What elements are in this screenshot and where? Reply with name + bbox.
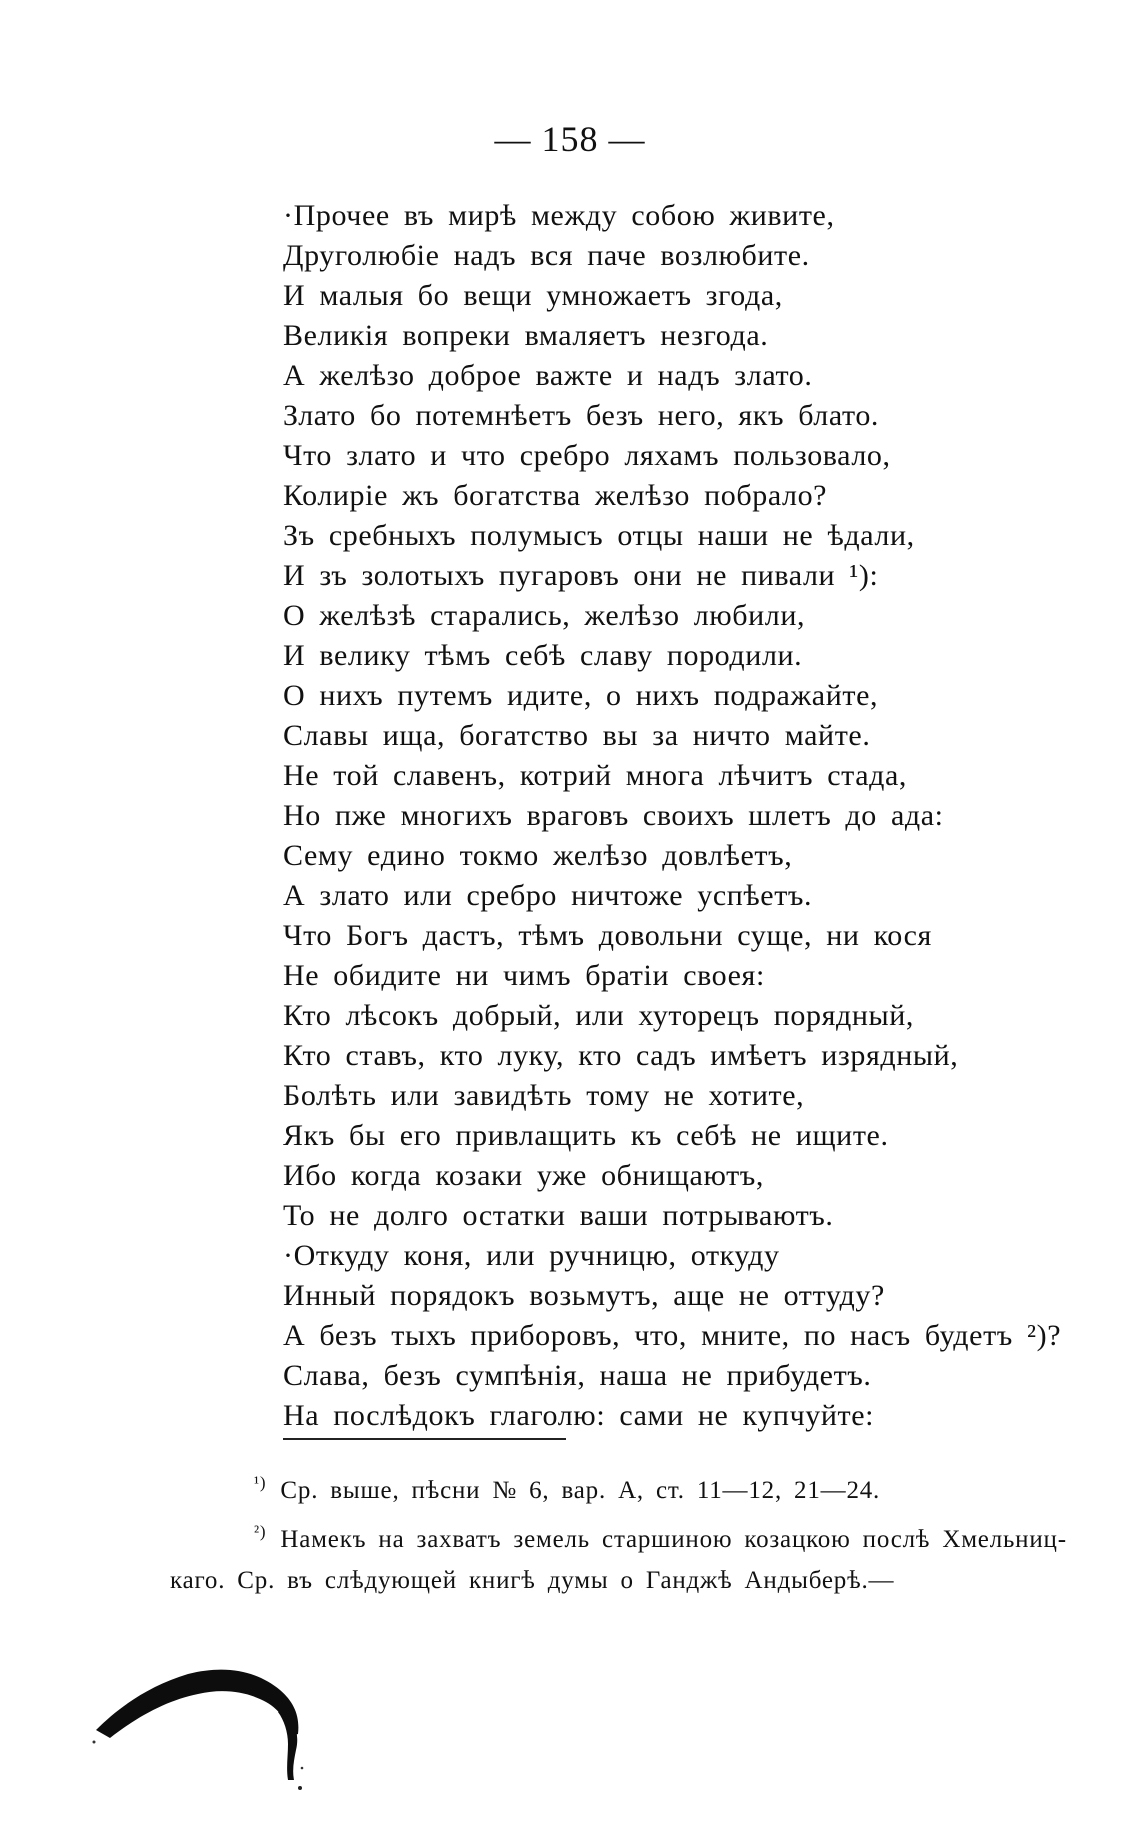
footnote-divider <box>283 1438 566 1440</box>
footnote-2-continuation: каго. Ср. въ слѣдующей книгѣ думы о Ганджѣ Андыберѣ.— <box>170 1567 895 1594</box>
verse-line: Что Богъ дастъ, тѣмъ довольни суще, ни кося <box>283 919 932 952</box>
verse-line: И велику тѣмъ себѣ славу породили. <box>283 639 803 672</box>
footnote-text: Намекъ на захватъ земель старшиною козацкою послѣ Хмельниц- <box>280 1526 1067 1553</box>
page-number: — 158 — <box>494 119 646 159</box>
verse-line: Что злато и что сребро ляхамъ пользовало, <box>283 439 891 472</box>
footnote-marker: ²) <box>254 1522 267 1541</box>
verse-line: Слава, безъ сумпѣнія, наша не прибудетъ. <box>283 1359 872 1392</box>
verse-line: И зъ золотыхъ пугаровъ они не пивали ¹): <box>283 559 879 592</box>
footnotes <box>170 1462 1070 1601</box>
verse-line: И малыя бо вещи умножаетъ згода, <box>283 279 783 312</box>
verse-line: А безъ тыхъ приборовъ, что, мните, по насъ будетъ ²)? <box>283 1319 1062 1352</box>
verse-line: О желѣзѣ старались, желѣзо любили, <box>283 599 806 632</box>
verse-line: ·Прочее въ мирѣ между собою живите, <box>283 199 835 232</box>
verse-line: О нихъ путемъ идите, о нихъ подражайте, <box>283 679 879 712</box>
verse-line: Кто лѣсокъ добрый, или хуторецъ порядный, <box>283 999 915 1032</box>
verse-line: Злато бо потемнѣетъ безъ него, якъ блато. <box>283 399 880 432</box>
verse-line: А желѣзо доброе важте и надъ злато. <box>283 359 813 392</box>
verse-line: Не той славенъ, котрий многа лѣчитъ стада, <box>283 759 908 792</box>
footnote-2 <box>170 1511 1070 1560</box>
verse-line: Не обидите ни чимъ братіи своея: <box>283 959 765 992</box>
verse-line: Кто ставъ, кто луку, кто садъ имѣетъ изрядный, <box>283 1039 959 1072</box>
verse-line: Великія вопреки вмаляетъ незгода. <box>283 319 769 352</box>
footnote-text: Ср. выше, пѣсни № 6, вар. А, ст. 11—12, 21—24. <box>280 1477 881 1504</box>
footnote-1 <box>170 1462 1070 1511</box>
verse-line: А злато или сребро ничтоже успѣетъ. <box>283 879 813 912</box>
verse-line: То не долго остатки ваши потрываютъ. <box>283 1199 834 1232</box>
verse-line: На послѣдокъ глаголю: сами не купчуйте: <box>283 1399 875 1432</box>
verse-line: Сему едино токмо желѣзо довлѣетъ, <box>283 839 793 872</box>
verse-line: Славы ища, богатство вы за ничто майте. <box>283 719 871 752</box>
verse-line: Болѣть или завидѣть тому не хотите, <box>283 1079 805 1112</box>
verse-line: Инный порядокъ возьмутъ, аще не оттуду? <box>283 1279 885 1312</box>
verse-line: Ибо когда козаки уже обнищаютъ, <box>283 1159 764 1192</box>
verse-text <box>283 196 1083 1436</box>
verse-line: ·Откуду коня, или ручницю, откуду <box>283 1239 780 1272</box>
footnote-marker: ¹) <box>254 1473 267 1492</box>
verse-line: Зъ сребныхъ полумысъ отцы наши не ѣдали, <box>283 519 915 552</box>
ink-blot-mark <box>88 1638 328 1798</box>
verse-line: Друголюбіе надъ вся паче возлюбите. <box>283 239 810 272</box>
verse-line: Колиріе жъ богатства желѣзо побрало? <box>283 479 828 512</box>
verse-line: Но пже многихъ враговъ своихъ шлетъ до ада: <box>283 799 944 832</box>
verse-line: Якъ бы его привлащить къ себѣ не ищите. <box>283 1119 889 1152</box>
